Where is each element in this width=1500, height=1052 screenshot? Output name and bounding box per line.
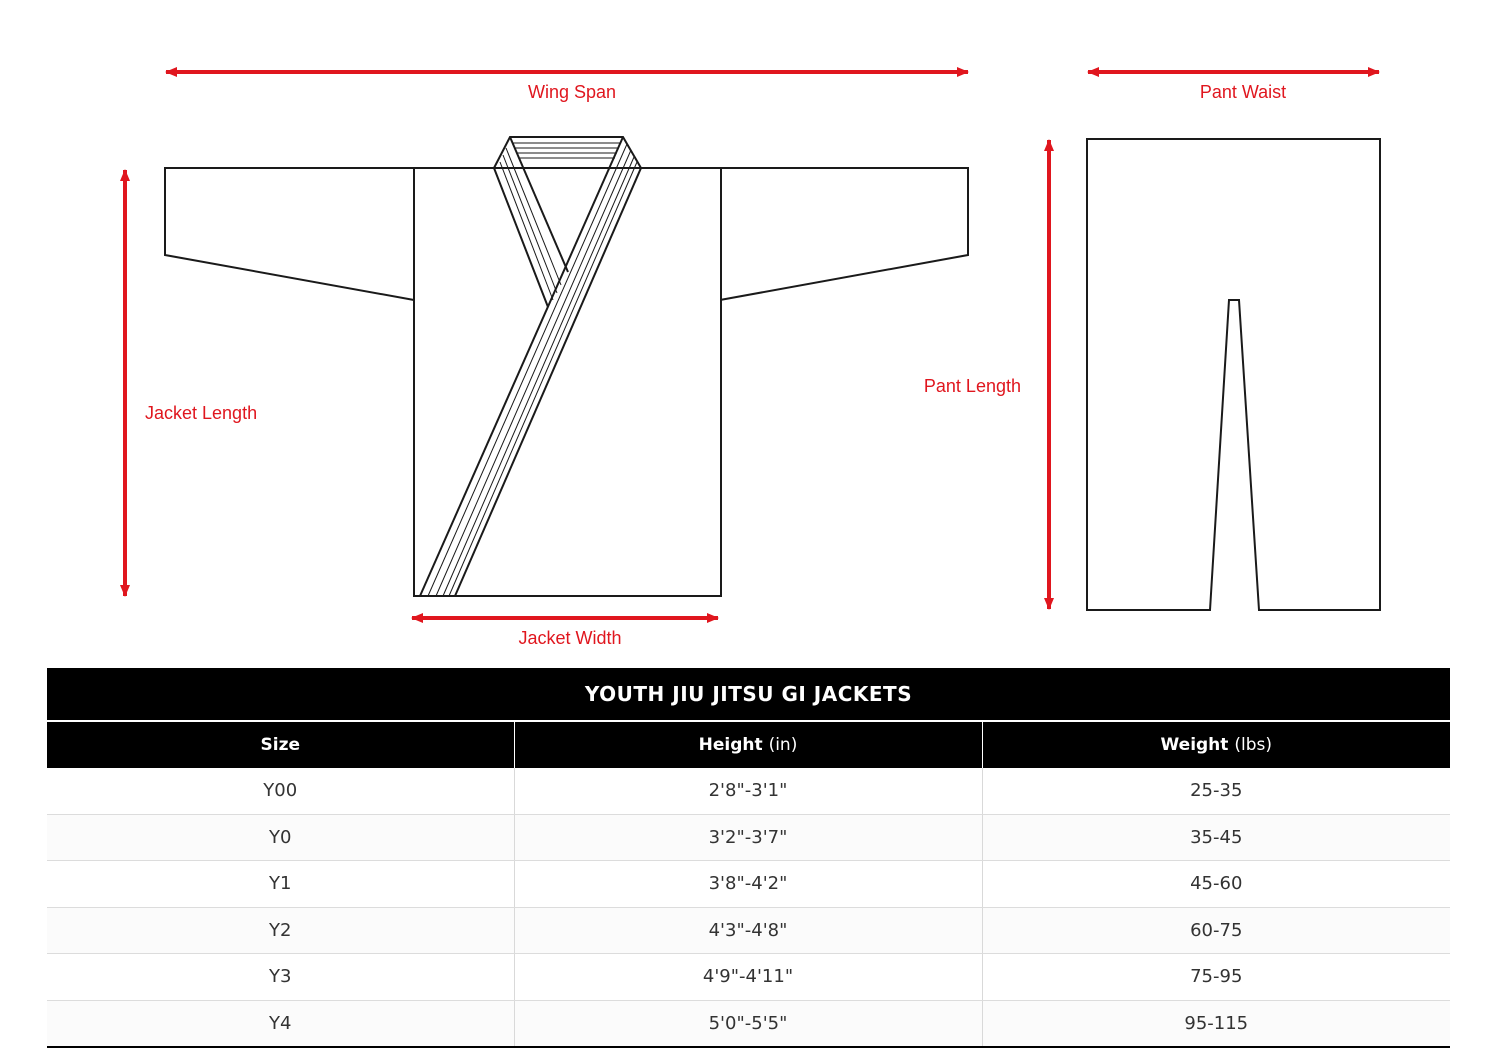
weight-cell: 95-115 bbox=[982, 1000, 1450, 1047]
table-row bbox=[47, 907, 1450, 954]
table-title: YOUTH JIU JITSU GI JACKETS bbox=[47, 668, 1450, 721]
column-header-unit: (lbs) bbox=[1234, 735, 1272, 755]
column-header-name: Size bbox=[260, 735, 300, 755]
size-cell: Y1 bbox=[47, 861, 514, 908]
size-cell: Y2 bbox=[47, 907, 514, 954]
height-cell: 4'3"-4'8" bbox=[514, 907, 982, 954]
pant-length-label: Pant Length bbox=[923, 376, 1021, 396]
table-row bbox=[47, 768, 1450, 814]
jacket-outline bbox=[165, 137, 968, 596]
weight-cell: 75-95 bbox=[982, 954, 1450, 1001]
pant-waist-label: Pant Waist bbox=[1199, 82, 1287, 102]
pants-outline bbox=[1087, 139, 1380, 610]
size-cell: Y0 bbox=[47, 814, 514, 861]
column-header-name: Height bbox=[698, 735, 763, 755]
height-cell: 3'8"-4'2" bbox=[514, 861, 982, 908]
height-cell: 5'0"-5'5" bbox=[514, 1000, 982, 1047]
weight-cell: 35-45 bbox=[982, 814, 1450, 861]
column-header-unit: (in) bbox=[768, 735, 798, 755]
table-row bbox=[47, 954, 1450, 1001]
jacket-length-label: Jacket Length bbox=[145, 403, 258, 423]
weight-cell: 45-60 bbox=[982, 861, 1450, 908]
column-header-name: Weight bbox=[1160, 735, 1229, 755]
size-cell: Y00 bbox=[47, 768, 514, 814]
height-cell: 3'2"-3'7" bbox=[514, 814, 982, 861]
wing-span-label: Wing Span bbox=[527, 82, 617, 102]
height-cell: 2'8"-3'1" bbox=[514, 768, 982, 814]
table-row bbox=[47, 1000, 1450, 1047]
size-chart-table bbox=[47, 668, 1450, 1048]
weight-cell: 25-35 bbox=[982, 768, 1450, 814]
table-row bbox=[47, 814, 1450, 861]
table-row bbox=[47, 861, 1450, 908]
column-header-size bbox=[47, 721, 514, 768]
height-cell: 4'9"-4'11" bbox=[514, 954, 982, 1001]
column-header-height bbox=[514, 721, 982, 768]
table-header-row bbox=[47, 721, 1450, 768]
size-cell: Y4 bbox=[47, 1000, 514, 1047]
column-header-weight bbox=[982, 721, 1450, 768]
size-cell: Y3 bbox=[47, 954, 514, 1001]
jacket-width-label: Jacket Width bbox=[518, 628, 622, 648]
weight-cell: 60-75 bbox=[982, 907, 1450, 954]
